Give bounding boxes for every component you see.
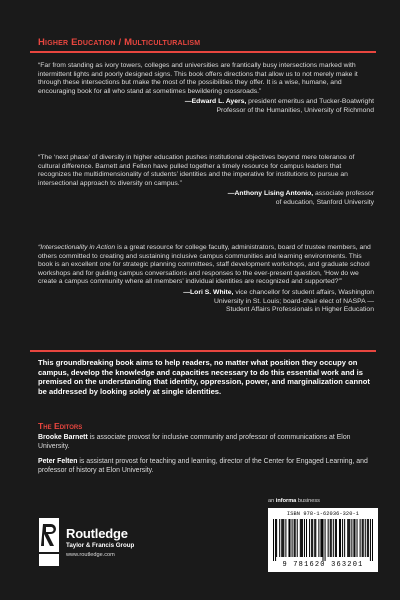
barcode-bar bbox=[301, 519, 302, 557]
barcode-bar bbox=[292, 519, 293, 557]
barcode-bar bbox=[351, 519, 352, 557]
editor-name: Brooke Barnett bbox=[38, 434, 88, 441]
barcode-bar bbox=[289, 519, 290, 557]
barcode-bar bbox=[276, 519, 277, 557]
barcode-bar bbox=[370, 519, 371, 561]
barcode-bar bbox=[318, 519, 319, 557]
editor-bio-barnett bbox=[38, 434, 374, 451]
barcode-bar bbox=[302, 519, 303, 557]
barcode-bar bbox=[349, 519, 350, 557]
barcode-bar bbox=[295, 519, 296, 557]
endorsement-author: —Edward L. Ayers, bbox=[184, 98, 247, 106]
informa-suffix: business bbox=[296, 498, 320, 504]
barcode-bar bbox=[367, 519, 368, 557]
publisher-url: www.routledge.com bbox=[66, 552, 115, 558]
barcode-bar bbox=[368, 519, 369, 557]
barcode-bar bbox=[314, 519, 315, 557]
barcode-bar bbox=[285, 519, 286, 557]
isbn-label: ISBN 978-1-62036-320-1 bbox=[286, 511, 360, 517]
endorsement-title: associate professor bbox=[313, 190, 374, 198]
endorsement-title: president emeritus and Tucker-Boatwright bbox=[246, 98, 374, 106]
book-summary: This groundbreaking book aims to help readers, no matter what position they occupy on campus, develop the knowledge and capacities necessary to do this essential work and is premised on the understanding that identity, oppression, power, and marginalization cannot be addressed by looking solely at single identities. bbox=[38, 358, 370, 396]
endorsement-attribution bbox=[38, 190, 374, 207]
barcode-bar bbox=[322, 519, 323, 561]
barcode-bar bbox=[282, 519, 283, 557]
isbn-digits: 9 781620 363201 bbox=[282, 561, 364, 569]
endorsement-attribution bbox=[38, 98, 374, 115]
barcode-bar bbox=[336, 519, 337, 557]
endorsement-quote: “The ‘next phase’ of diversity in higher education pushes institutional objectives beyond mere tolerance of cultural difference. Barnett and Felten have pulled together a timely resource for campus leaders that recognizes the multidimensionality of students’ identities and the imperative for institutions to pursue an intersectional approach to diversity on campus.” bbox=[38, 154, 355, 187]
barcode-bar bbox=[340, 519, 341, 557]
endorsement-attribution bbox=[38, 289, 374, 315]
barcode-bar bbox=[309, 519, 310, 557]
informa-brand: informa bbox=[275, 498, 297, 504]
informa-prefix: an bbox=[268, 498, 276, 504]
editor-bio: is assistant provost for teaching and learning, director of the Center for Engaged Learning, and professor of history at Elon University. bbox=[38, 458, 368, 474]
barcode-bar bbox=[294, 519, 295, 557]
barcode-bar bbox=[304, 519, 305, 557]
endorsement-white bbox=[38, 244, 374, 315]
top-divider bbox=[30, 51, 376, 53]
endorsement-title: of education, Stanford University bbox=[275, 198, 374, 206]
category-heading: Higher Education / Multiculturalism bbox=[38, 37, 201, 48]
barcode-bar bbox=[328, 519, 329, 557]
routledge-logo-icon bbox=[38, 518, 60, 566]
editors-heading: The Editors bbox=[38, 421, 83, 431]
endorsement-author: —Lori S. White, bbox=[183, 288, 234, 296]
barcode-bar bbox=[333, 519, 334, 557]
barcode-bar bbox=[321, 519, 322, 557]
barcode-bar bbox=[331, 519, 332, 557]
barcode-bar bbox=[354, 519, 355, 557]
endorsement-ayers bbox=[38, 62, 374, 116]
barcode-bar bbox=[353, 519, 354, 557]
barcode-bars bbox=[273, 519, 373, 561]
barcode-bar bbox=[315, 519, 316, 557]
barcode-bar bbox=[365, 519, 366, 557]
barcode-bar bbox=[335, 519, 336, 557]
barcode-bar bbox=[306, 519, 307, 557]
publisher-group: Taylor & Francis Group bbox=[66, 542, 135, 549]
isbn-barcode bbox=[268, 508, 378, 572]
barcode-bar bbox=[275, 519, 276, 561]
endorsement-quote bbox=[38, 244, 374, 287]
publisher-name: Routledge bbox=[66, 526, 128, 541]
barcode-bar bbox=[363, 519, 364, 557]
endorsement-title: University in St. Louis; board-chair elect of NASPA — bbox=[213, 297, 374, 305]
barcode-bar bbox=[362, 519, 363, 557]
barcode-bar bbox=[347, 519, 348, 557]
endorsement-author: —Anthony Lising Antonio, bbox=[227, 190, 314, 198]
endorsement-quote: “Far from standing as ivory towers, colleges and universities are frantically busy intersections marked with intermittent lights and poorly designed signs. This book offers directions that allow us to not merely make it through these intersections but make the most of the possibilities they offer. It is a wise, humane, and encouraging book for all who stand at sometimes bewildering crossroads.” bbox=[38, 62, 358, 95]
informa-business-line bbox=[268, 498, 320, 504]
editor-name: Peter Felten bbox=[38, 458, 78, 465]
barcode-bar bbox=[360, 519, 361, 557]
barcode-bar bbox=[312, 519, 313, 557]
barcode-bar bbox=[344, 519, 345, 557]
barcode-bar bbox=[279, 519, 280, 557]
endorsement-title: Student Affairs Professionals in Higher Education bbox=[226, 306, 374, 314]
barcode-bar bbox=[311, 519, 312, 557]
barcode-bar bbox=[281, 519, 282, 557]
barcode-bar bbox=[320, 519, 321, 557]
endorsement-title: vice chancellor for student affairs, Washington bbox=[233, 288, 374, 296]
barcode-bar bbox=[288, 519, 289, 557]
endorsement-title: Professor of the Humanities, University of Richmond bbox=[216, 106, 374, 114]
barcode-bar bbox=[297, 519, 298, 557]
editor-bio: is associate provost for inclusive community and professor of communications at Elon University. bbox=[38, 434, 351, 450]
barcode-bar bbox=[339, 519, 340, 557]
barcode-bar bbox=[372, 519, 373, 561]
barcode-bar bbox=[283, 519, 284, 557]
barcode-bar bbox=[342, 519, 343, 557]
barcode-bar bbox=[348, 519, 349, 557]
barcode-bar bbox=[330, 519, 331, 557]
barcode-bar bbox=[300, 519, 301, 557]
middle-divider bbox=[30, 350, 376, 352]
barcode-bar bbox=[357, 519, 358, 557]
book-title-italic: “Intersectionality in Action bbox=[38, 244, 116, 251]
editor-bio-felten bbox=[38, 458, 374, 475]
endorsement-antonio bbox=[38, 154, 374, 208]
barcode-bar bbox=[325, 519, 326, 561]
barcode-bar bbox=[273, 519, 274, 561]
endorsement-quote-body: is a great resource for college faculty, administrators, board of trustee members, and others committed to creating and sustaining inclusive campus communities and learning environments. This book is an excellent one for strategic planning committees, staff development workshops, and graduate school workshops and for guiding campus conversations and responses to the ever-present question, ‘How do we create a campus community where all members’ individual identities are recognized and supported?’” bbox=[38, 244, 371, 286]
